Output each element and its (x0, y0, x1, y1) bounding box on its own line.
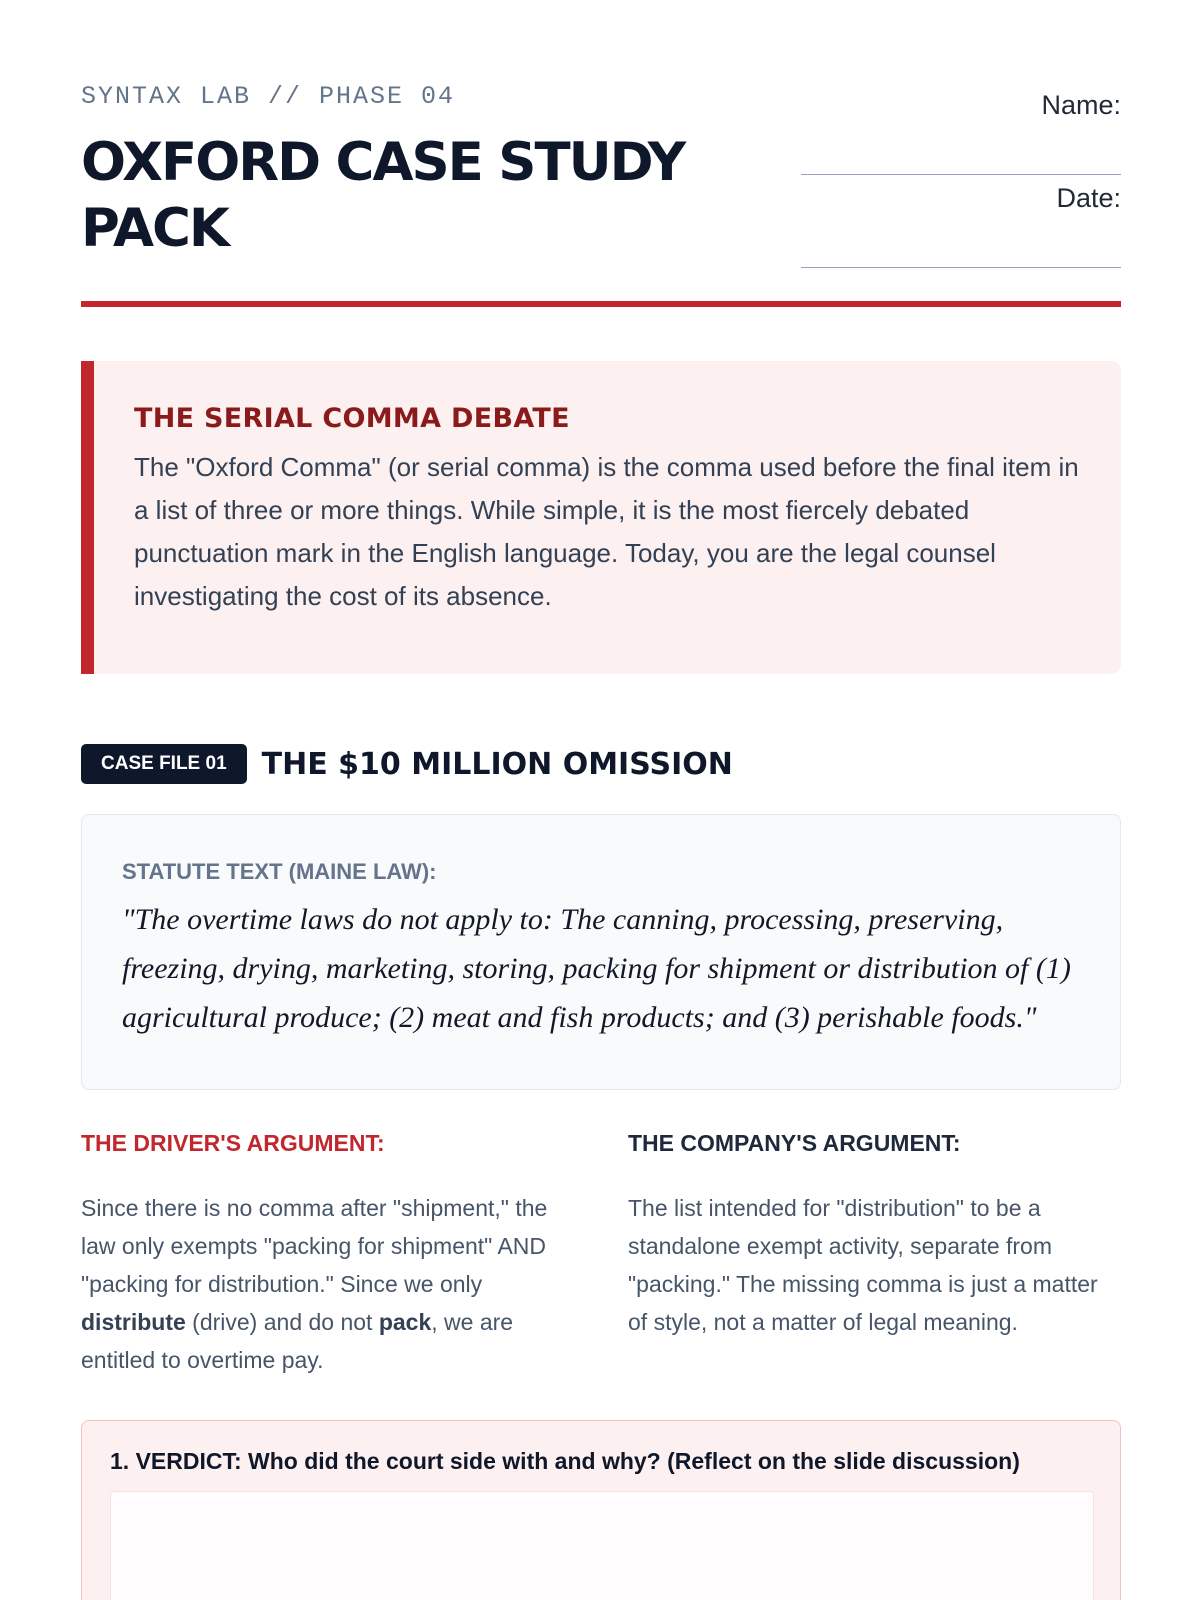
intro-title: THE SERIAL COMMA DEBATE (134, 403, 570, 434)
statute-text: "The overtime laws do not apply to: The canning, processing, preserving, freezing, drying, marketing, storing, packing for shipment or distribution of (1) agricultural produce; (2) meat and fish products; and (3) perishable foods." (122, 903, 1071, 1034)
case-title: THE $10 MILLION OMISSION (261, 746, 733, 782)
statute-label: STATUTE TEXT (MAINE LAW): (122, 859, 437, 884)
name-label: Name: (1041, 90, 1121, 120)
company-argument-title: THE COMPANY'S ARGUMENT: (628, 1130, 961, 1156)
date-label: Date: (1056, 183, 1121, 213)
company-argument (628, 1130, 1108, 1341)
driver-argument-title: THE DRIVER'S ARGUMENT: (81, 1130, 385, 1156)
case-heading (81, 744, 733, 784)
driver-argument-text: Since there is no comma after "shipment," the law only exempts "packing for shipment" AND "packing for distribution." Since we only distribute (drive) and do not pack, we are entitled to overtime pay. (81, 1195, 548, 1373)
bold-pack: pack (378, 1309, 432, 1335)
header (81, 82, 1121, 306)
intro-callout (81, 361, 1121, 674)
statute-box (81, 814, 1121, 1090)
company-argument-text: The list intended for "distribution" to be a standalone exempt activity, separate from "packing." The missing comma is just a matter of style, not a matter of legal meaning. (628, 1195, 1098, 1335)
verdict-question (81, 1420, 1121, 1600)
driver-argument (81, 1130, 561, 1379)
verdict-answer-area[interactable] (110, 1491, 1094, 1600)
date-field[interactable] (801, 175, 1121, 268)
intro-body: The "Oxford Comma" (or serial comma) is the comma used before the final item in a list of three or more things. While simple, it is the most fiercely debated punctuation mark in the English language. Today, you are the legal counsel investigating the cost of its absence. (134, 452, 1079, 611)
worksheet-page (81, 0, 1121, 1600)
header-divider (81, 301, 1121, 307)
name-field[interactable] (801, 82, 1121, 175)
verdict-question-text: 1. VERDICT: Who did the court side with and why? (Reflect on the slide discussion) (110, 1448, 1020, 1474)
student-fields (801, 82, 1121, 268)
arguments (81, 1130, 1121, 1390)
bold-distribute: distribute (81, 1309, 186, 1335)
eyebrow-label: SYNTAX LAB // PHASE 04 (81, 82, 456, 111)
case-badge: CASE FILE 01 (81, 744, 247, 784)
page-title: OXFORD CASE STUDY PACK (81, 132, 685, 259)
